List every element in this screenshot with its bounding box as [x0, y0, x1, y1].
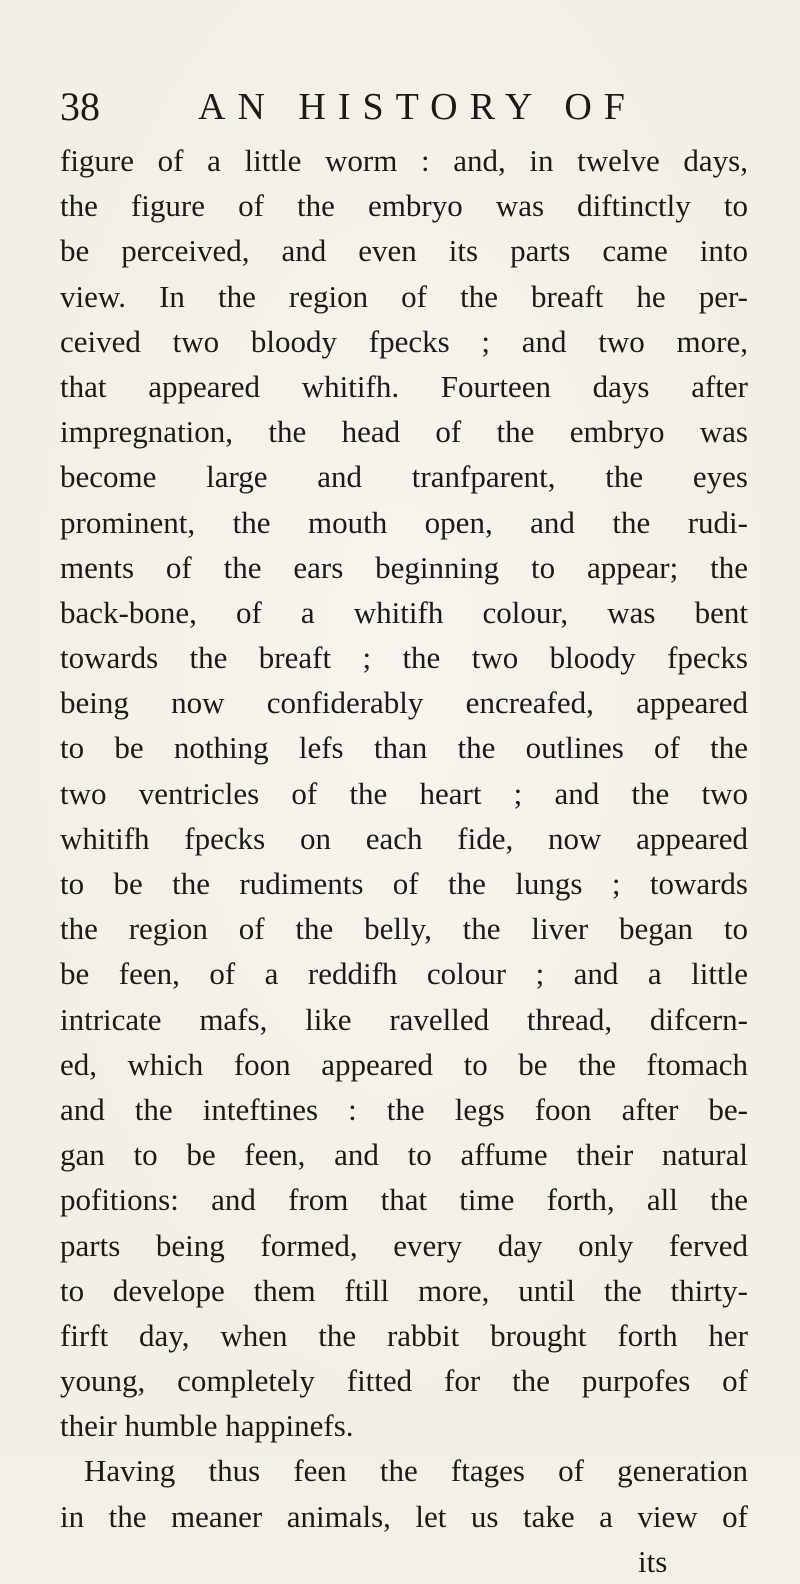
page-number: 38 — [60, 84, 100, 129]
text-line: view. In the region of the breaft he per- — [60, 278, 748, 314]
text-line: ceived two bloody fpecks ; and two more, — [60, 323, 748, 359]
text-line: ments of the ears beginning to appear; the — [60, 549, 748, 585]
text-line: back-bone, of a whitifh colour, was bent — [60, 594, 748, 630]
text-line: towards the breaft ; the two bloody fpecks — [60, 640, 748, 676]
text-line: ed, which foon appeared to be the ftomach — [60, 1046, 748, 1082]
text-line: to develope them ftill more, until the thirty- — [60, 1272, 748, 1308]
running-head — [60, 82, 760, 132]
text-line: pofitions: and from that time forth, all the — [60, 1182, 748, 1218]
body-text — [60, 138, 748, 1584]
text-line: intricate mafs, like ravelled thread, difcern- — [60, 1001, 748, 1037]
text-line: firft day, when the rabbit brought forth her — [60, 1317, 748, 1353]
text-line: be perceived, and even its parts came into — [60, 233, 748, 269]
text-line: to be nothing lefs than the outlines of the — [60, 730, 748, 766]
text-line: gan to be feen, and to affume their natural — [60, 1137, 748, 1173]
text-line: the region of the belly, the liver began to — [60, 911, 748, 947]
text-line: two ventricles of the heart ; and the two — [60, 775, 748, 811]
text-line: be feen, of a reddifh colour ; and a little — [60, 956, 748, 992]
text-line: impregnation, the head of the embryo was — [60, 414, 748, 450]
text-line: and the inteftines : the legs foon after be- — [60, 1091, 748, 1127]
catchword: its — [638, 1543, 668, 1579]
text-line: the figure of the embryo was diftinctly to — [60, 188, 748, 224]
text-line: to be the rudiments of the lungs ; towards — [60, 866, 748, 901]
text-line: being now confiderably encreafed, appeared — [60, 685, 748, 721]
text-line: parts being formed, every day only ferved — [60, 1227, 748, 1263]
text-line: figure of a little worm : and, in twelve days, — [60, 143, 748, 178]
paragraph-start-line: Having thus feen the ftages of generation — [84, 1453, 748, 1489]
text-line: in the meaner animals, let us take a view of — [60, 1498, 748, 1534]
text-line: become large and tranfparent, the eyes — [60, 459, 748, 495]
text-line: young, completely fitted for the purpofes of — [60, 1363, 748, 1399]
text-line: whitifh fpecks on each fide, now appeared — [60, 820, 748, 856]
running-title: AN HISTORY OF — [198, 86, 637, 128]
text-line: prominent, the mouth open, and the rudi- — [60, 504, 748, 540]
paragraph-end-line: their humble happinefs. — [60, 1408, 354, 1444]
text-line: that appeared whitifh. Fourteen days after — [60, 368, 748, 404]
